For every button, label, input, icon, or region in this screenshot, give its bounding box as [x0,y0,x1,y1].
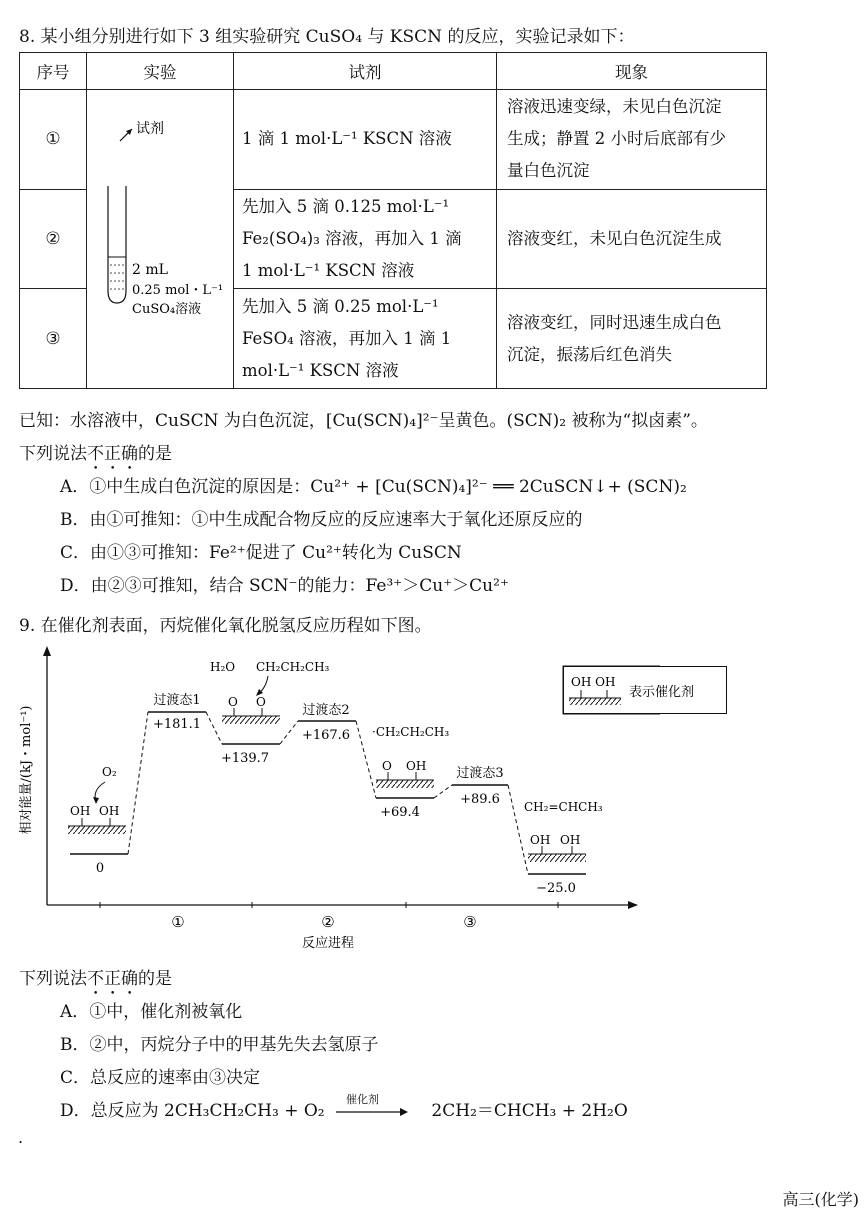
apparatus-solution: CuSO₄溶液 [132,302,202,317]
oh-group: OH [406,759,427,773]
ts-label: 过渡态2 [302,703,350,718]
step-label: ① [171,913,185,931]
x-axis-arrow [628,901,638,909]
reagent-cell [234,289,497,389]
prompt-emphasis: 不正确 [87,444,138,464]
table-row [20,90,767,190]
phenomenon-line: 沉淀，振荡后红色消失 [507,344,672,364]
radical-label: ·CH₂CH₂CH₃ [372,725,450,739]
propene-label: CH₂=CHCH₃ [524,800,603,814]
o-atom: O [256,695,266,709]
col-header-experiment: 实验 [87,53,234,90]
o-atom: O [228,695,238,709]
phenomenon-line: 溶液迅速变绿，未见白色沉淀 [507,97,722,117]
prompt-pre: 下列说法 [19,444,87,464]
energy-label: 0 [95,861,105,876]
o2-arrow-head [93,797,99,804]
oh-group: OH [70,804,91,818]
prompt-pre: 下列说法 [19,969,87,989]
q9-prompt [19,964,172,999]
o2-label: O₂ [102,765,117,779]
prompt-post: 的是 [138,969,172,989]
reagent-cell [234,189,497,289]
col-header-reagent: 试剂 [234,53,497,90]
test-tube [108,186,126,303]
connector [508,785,528,874]
q8-experiment-table [19,52,767,389]
energy-label: +89.6 [460,792,500,807]
reagent-line: 先加入 5 滴 0.125 mol·L⁻¹ [242,196,450,216]
catalyst-surface [528,854,586,862]
reagent-line: FeSO₄ 溶液，再加入 1 滴 1 [242,328,452,348]
ts-label: 过渡态1 [153,693,201,708]
apparatus-volume: 2 mL [132,262,168,278]
reagent-line: 1 滴 1 mol·L⁻¹ KSCN 溶液 [242,129,452,149]
q9-option-d [60,1092,628,1121]
test-tube-diagram [88,91,232,387]
phenomenon-cell [497,289,767,389]
col-header-number: 序号 [20,53,87,90]
page-footer: 高三(化学) [782,1190,859,1209]
reagent-line: Fe₂(SO₄)₃ 溶液，再加入 1 滴 [242,228,462,248]
phenomenon-cell [497,189,767,289]
q8-option-d: D．由②③可推知，结合 SCN⁻的能力：Fe³⁺＞Cu⁺＞Cu²⁺ [60,576,509,596]
q8-known-info: 已知：水溶液中，CuSCN 为白色沉淀，[Cu(SCN)₄]²⁻呈黄色。(SCN)₂ 被称为“拟卤素”。 [19,411,708,431]
o-atom: O [382,759,392,773]
legend [563,666,729,716]
step-label: ② [321,913,335,931]
phenomenon-line: 溶液变红，未见白色沉淀生成 [507,228,722,248]
row-number: ② [20,189,87,289]
connector [206,712,222,744]
connector [434,785,452,798]
energy-label: −25.0 [536,881,576,896]
connector [128,712,148,854]
q9-option-b: B．②中，丙烷分子中的甲基先失去氢原子 [60,1035,379,1055]
y-axis-label: 相对能量/(kJ・mol⁻¹) [19,705,34,835]
reaction-arrow-icon [330,1103,412,1121]
y-axis-arrow [43,646,51,656]
reagent-line: 1 mol·L⁻¹ KSCN 溶液 [242,260,415,280]
apparatus-cell [87,90,234,389]
x-axis-label: 反应进程 [301,936,355,951]
q8-prompt [19,439,172,474]
water-label: H₂O [210,660,236,674]
phenomenon-line: 量白色沉淀 [507,161,590,181]
option-d-prefix: D．总反应为 2CH₃CH₂CH₃ + O₂ [60,1101,325,1121]
energy-profile-diagram [0,640,660,960]
propane-label: CH₂CH₂CH₃ [256,660,330,674]
stray-mark: . [18,1128,24,1147]
step-label: ③ [463,913,477,931]
q8-option-b: B．由①可推知：①中生成配合物反应的反应速率大于氧化还原反应的 [60,510,583,530]
legend-oh-groups: OH OH [571,675,616,689]
energy-label: +69.4 [380,805,420,820]
oh-group: OH [99,804,120,818]
oh-group: OH [560,833,581,847]
oh-group: OH [530,833,551,847]
catalyst-arrow [330,1092,412,1121]
reagent-line: 先加入 5 滴 0.25 mol·L⁻¹ [242,296,439,316]
q9-option-c: C．总反应的速率由③决定 [60,1068,261,1088]
legend-catalyst-surface [569,698,621,705]
apparatus-concentration: 0.25 mol・L⁻¹ [132,283,224,298]
energy-label: +181.1 [152,717,202,732]
option-d-suffix: 2CH₂＝CHCH₃ + 2H₂O [431,1101,628,1121]
phenomenon-cell [497,90,767,190]
reagent-line: mol·L⁻¹ KSCN 溶液 [242,360,399,380]
q8-title: 8. 某小组分别进行如下 3 组实验研究 CuSO₄ 与 KSCN 的反应，实验记录如下： [19,27,635,47]
prompt-post: 的是 [138,444,172,464]
catalyst-surface [376,780,434,788]
reagent-cell [234,90,497,190]
q8-option-a: A．①中生成白色沉淀的原因是：Cu²⁺ + [Cu(SCN)₄]²⁻ ══ 2CuSCN↓+ (SCN)₂ [60,477,687,497]
phenomenon-line: 生成；静置 2 小时后底部有少 [507,129,726,149]
catalyst-surface [68,826,126,834]
col-header-phenomenon: 现象 [497,53,767,90]
legend-text: 表示催化剂 [629,685,695,700]
ts-label: 过渡态3 [456,766,504,781]
row-number: ① [20,90,87,190]
prompt-emphasis: 不正确 [87,969,138,989]
catalyst-label: 催化剂 [346,1092,380,1106]
apparatus-top-label: 试剂 [136,121,164,137]
connector [280,721,298,744]
row-number: ③ [20,289,87,389]
catalyst-surface [222,716,280,724]
q9-title: 9. 在催化剂表面，丙烷催化氧化脱氢反应历程如下图。 [19,616,432,636]
phenomenon-line: 溶液变红，同时迅速生成白色 [507,312,722,332]
q9-option-a: A．①中，催化剂被氧化 [60,1002,243,1022]
q8-option-c: C．由①③可推知：Fe²⁺促进了 Cu²⁺转化为 CuSCN [60,543,462,563]
energy-label: +139.7 [220,751,270,766]
energy-label: +167.6 [301,728,351,743]
